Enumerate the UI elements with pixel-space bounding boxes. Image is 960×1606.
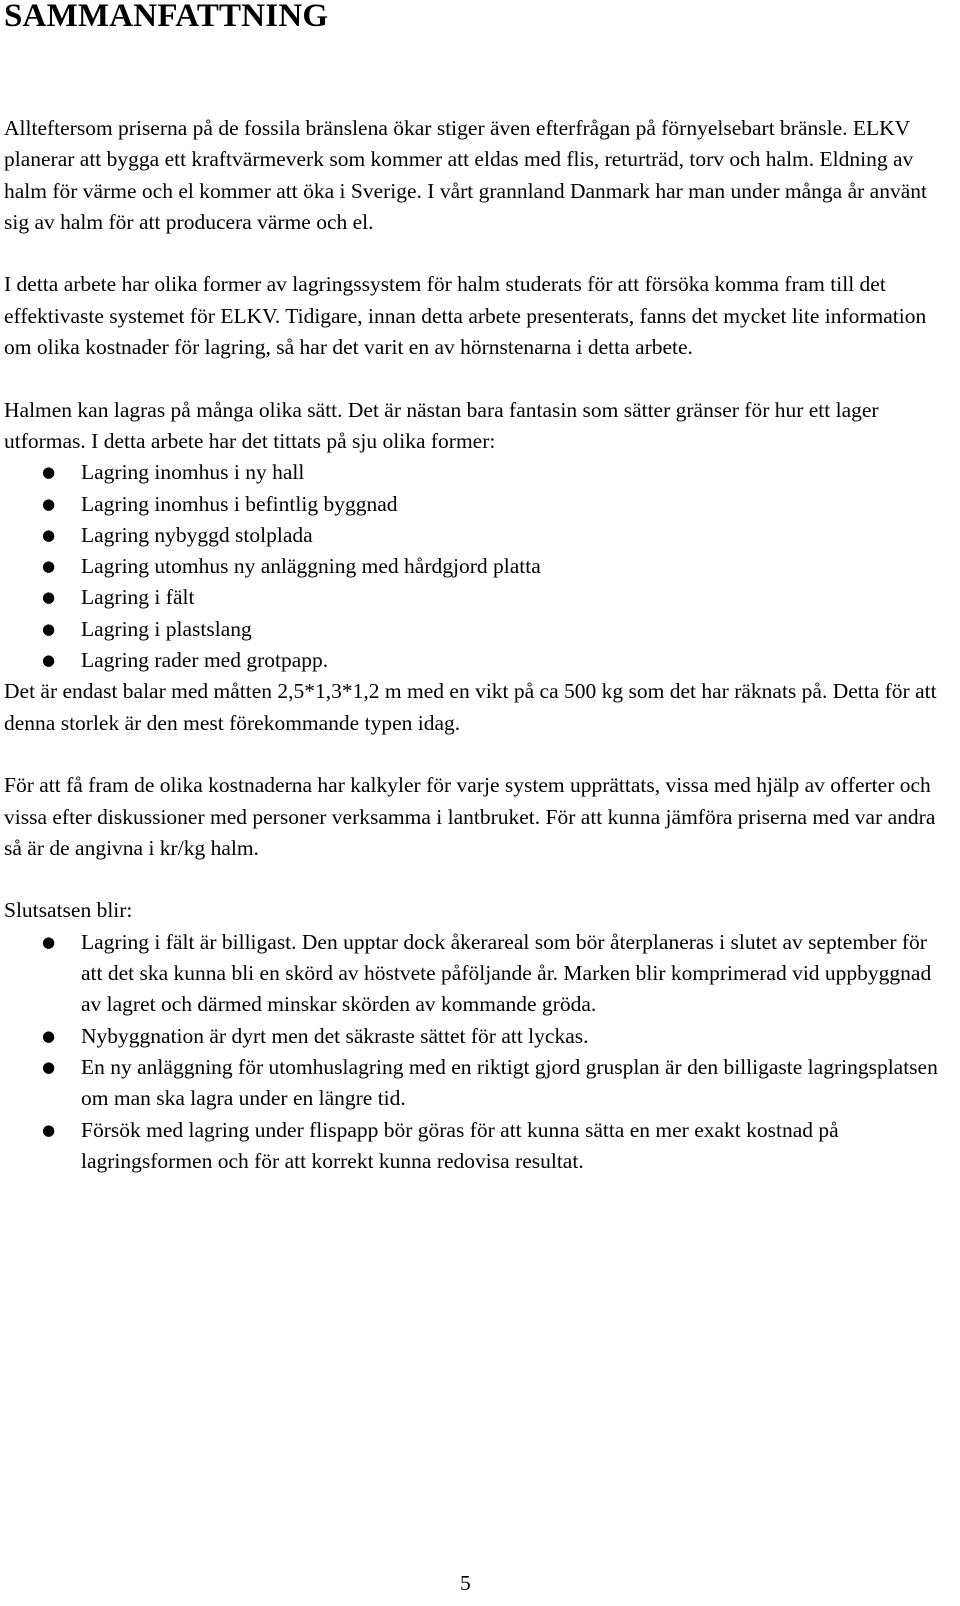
list-item xyxy=(4,520,944,551)
bullet-icon: ● xyxy=(42,1120,56,1139)
summary-body xyxy=(4,113,944,1177)
conclusion-heading: Slutsatsen blir: xyxy=(4,898,133,923)
cost-calculation-paragraph: För att få fram de olika kostnaderna har kalkyler för varje system upprättats, vissa med hjälp av offerter och vissa efter diskussioner med personer verksamma i lantbruket. För att kunna jämföra priserna med var andra så är de angivna i kr/kg halm. xyxy=(4,773,936,860)
list-item-text: Lagring rader med grotpapp. xyxy=(81,648,329,673)
list-item-text: Lagring inomhus i befintlig byggnad xyxy=(81,491,398,516)
list-item xyxy=(4,614,944,645)
bullet-icon: ● xyxy=(42,1026,56,1045)
page-number: 5 xyxy=(460,1571,471,1595)
paragraph-spacer xyxy=(4,238,944,269)
list-item xyxy=(4,551,944,582)
conclusions-list xyxy=(4,927,944,1177)
list-item-text: Lagring nybyggd stolplada xyxy=(81,522,313,547)
list-item xyxy=(4,1021,944,1052)
bullet-icon: ● xyxy=(42,651,56,670)
bullet-icon: ● xyxy=(42,588,56,607)
list-item-text: Lagring i fält är billigast. Den upptar dock åkerareal som bör återplaneras i slutet av september för att det ska kunna bli en skörd av höstvete påföljande år. Marken blir komprimerad vid uppbyggnad av lagret och därmed minskar skörden av kommande gröda. xyxy=(81,929,932,1017)
list-item-text: En ny anläggning för utomhuslagring med en riktigt gjord grusplan är den billigaste lagringsplatsen om man ska lagra under en längre tid. xyxy=(81,1054,938,1111)
storage-methods-paragraph: Halmen kan lagras på många olika sätt. Det är nästan bara fantasin som sätter gränser för hur ett lager utformas. I detta arbete har det tittats på sju olika former: xyxy=(4,397,879,453)
list-item-text: Nybyggnation är dyrt men det säkraste sättet för att lyckas. xyxy=(81,1023,589,1048)
bullet-icon: ● xyxy=(42,463,56,482)
list-item xyxy=(4,582,944,613)
bullet-icon: ● xyxy=(42,557,56,576)
study-paragraph: I detta arbete har olika former av lagringssystem för halm studerats för att försöka komma fram till det effektivaste systemet för ELKV. Tidigare, innan detta arbete presenterats, fanns det mycket lite information om olika kostnader för lagring, så har det varit en av hörnstenarna i detta arbete. xyxy=(4,272,927,360)
bullet-icon: ● xyxy=(42,1057,56,1076)
bullet-icon: ● xyxy=(42,494,56,513)
list-item-text: Lagring utomhus ny anläggning med hårdgjord platta xyxy=(81,554,541,579)
bullet-icon: ● xyxy=(42,619,56,638)
bullet-icon: ● xyxy=(42,525,56,544)
list-item-text: Försök med lagring under flispapp bör göras för att kunna sätta en mer exakt kostnad på lagringsformen och för att korrekt kunna redovisa resultat. xyxy=(81,1117,839,1173)
list-item xyxy=(4,457,944,488)
paragraph-spacer xyxy=(4,864,944,895)
paragraph-spacer xyxy=(4,363,944,394)
list-item xyxy=(4,645,944,676)
paragraph-spacer xyxy=(4,739,944,770)
list-item xyxy=(4,927,944,1021)
list-item-text: Lagring i fält xyxy=(81,585,195,610)
list-item-text: Lagring inomhus i ny hall xyxy=(81,460,305,485)
list-item xyxy=(4,489,944,520)
list-item-text: Lagring i plastslang xyxy=(81,616,252,641)
list-item xyxy=(4,1115,944,1178)
bale-size-paragraph: Det är endast balar med måtten 2,5*1,3*1,2 m med en vikt på ca 500 kg som det har räknats på. Detta för att denna storlek är den mest förekommande typen idag. xyxy=(4,679,937,735)
section-heading: SAMMANFATTNING xyxy=(4,0,329,34)
list-item xyxy=(4,1052,944,1115)
storage-forms-list xyxy=(4,457,944,676)
bullet-icon: ● xyxy=(42,932,56,951)
intro-paragraph: Allteftersom priserna på de fossila bränslena ökar stiger även efterfrågan på förnyelsebart bränsle. ELKV planerar att bygga ett kraftvärmeverk som kommer att eldas med flis, returträd, torv och halm. Eldning av halm för värme och el kommer att öka i Sverige. I vårt grannland Danmark har man under många år använt sig av halm för att producera värme och el. xyxy=(4,116,927,234)
